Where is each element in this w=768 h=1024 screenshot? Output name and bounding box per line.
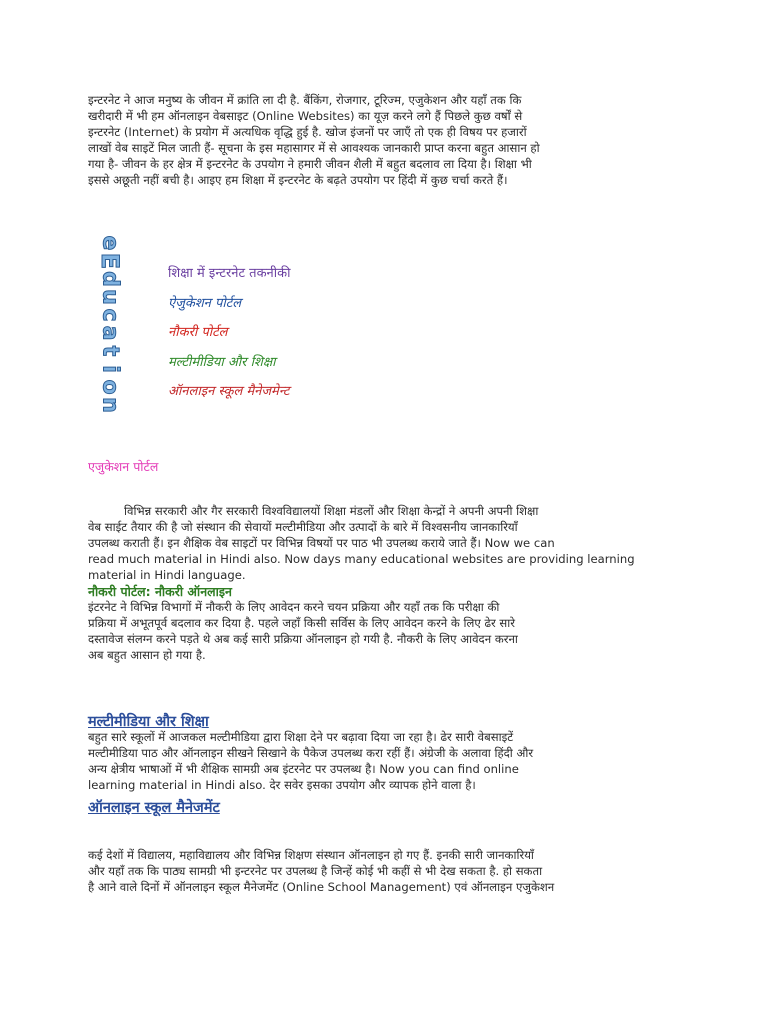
vertical-letter: E (96, 252, 124, 270)
text-line: और यहाँ तक कि पाठ्य सामग्री भी इन्टरनेट पर उपलब्ध है जिन्हें कोई भी कहीं से भी देख सकता है. हो सकता (88, 863, 543, 878)
vertical-letter: u (97, 289, 123, 305)
topic-item-edu-portal: ऐजुकेशन पोर्टल (168, 295, 242, 311)
vertical-letter: i (97, 365, 123, 373)
topic-item-job-portal: नौकरी पोर्टल (168, 325, 228, 340)
vertical-letter: c (97, 308, 123, 322)
text-line: इन्टरनेट ने आज मनुष्य के जीवन में क्रांति ला दी है. बैंकिंग, रोजगार, टूरिज्म, एजुकेशन और यहाँ तक कि (88, 93, 522, 107)
text-line: लाखों वेब साइटें मिल जाती हैं- सूचना के इस महासागर में से आवश्यक जानकारी प्राप्त करना बहुत आसान हो (88, 140, 540, 155)
text-line: प्रक्रिया में अभूतपूर्व बदलाव कर दिया है. पहले जहाँ किसी सर्विस के लिए आवेदन करने के लिए ढेर सारे (88, 615, 516, 630)
text-line: उपलब्ध कराती हैं। इन शैक्षिक वेब साइटों पर विभिन्न विषयों पर पाठ भी उपलब्ध कराये जाते हैं। Now we can (88, 535, 555, 550)
text-line: अन्य क्षेत्रीय भाषाओं में भी शैक्षिक सामग्री अब इंटरनेट पर उपलब्ध है। Now you can find online (88, 761, 519, 776)
topic-item-school-mgmt: ऑनलाइन स्कूल मैनेजमेन्ट (168, 384, 290, 399)
vertical-letter: n (97, 397, 123, 413)
topic-item-internet-tech: शिक्षा में इन्टरनेट तकनीकी (168, 266, 291, 281)
edu-portal-heading: एजुकेशन पोर्टल (88, 459, 159, 474)
text-line: मल्टीमीडिया पाठ और ऑनलाइन सीखने सिखाने के पैकेज उपलब्ध करा रहीं हैं। अंग्रेजी के अलावा हिंदी और (88, 745, 534, 760)
school-mgmt-heading: ऑनलाइन स्कूल मैनेजमेंट (88, 800, 220, 816)
vertical-word-svg (88, 226, 138, 416)
text-line: दस्तावेज संलग्न करने पड़ते थे अब कई सारी प्रक्रिया ऑनलाइन हो गयी है. नौकरी के लिए आवेदन करना (88, 631, 518, 646)
text-line: material in Hindi language. (88, 567, 246, 582)
text-line: learning material in Hindi also. देर सवेर इसका उपयोग और व्यापक होने वाला है। (88, 777, 476, 792)
text-line: है आने वाले दिनों में ऑनलाइन स्कूल मैनेजमेंट (Online School Management) एवं ऑनलाइन एजुकेशन (88, 879, 555, 894)
intro-paragraph (88, 93, 678, 188)
text-line: वेब साईट तैयार की है जो संस्थान की सेवायों मल्टीमीडिया और उत्पादों के बारे में विश्वसनीय जानकारियाँ (88, 519, 518, 534)
text-line: खरीदारी में भी हम ऑनलाइन वेबसाइट (Online Websites) का यूज़ करने लगे हैं पिछले कुछ वर्षों से (88, 108, 523, 123)
job-portal-heading: नौकरी पोर्टल: नौकरी ऑनलाइन (88, 584, 232, 599)
multimedia-paragraph (88, 730, 678, 794)
text-line: कई देशों में विद्यालय, महाविद्यालय और विभिन्न शिक्षण संस्थान ऑनलाइन हो गए हैं. इनकी सारी जानकारियाँ (88, 848, 534, 862)
vertical-letter: e (97, 235, 123, 251)
job-portal-paragraph (88, 600, 678, 664)
text-line: विभिन्न सरकारी और गैर सरकारी विश्वविद्यालयों शिक्षा मंडलों और शिक्षा केन्द्रों ने अपनी अपनी शिक्षा (124, 504, 539, 518)
text-line: अब बहुत आसान हो गया है. (88, 647, 206, 662)
text-line: read much material in Hindi also. Now days many educational websites are providing learning (88, 551, 635, 566)
school-mgmt-paragraph (88, 848, 678, 896)
text-line: गया है- जीवन के हर क्षेत्र में इन्टरनेट के उपयोग ने हमारी जीवन शैली में बहुत बदलाव ला दिया है। शिक्षा भी (88, 156, 532, 171)
vertical-letter: a (97, 325, 123, 341)
edu-portal-paragraph (88, 504, 678, 584)
text-line: बहुत सारे स्कूलों में आजकल मल्टीमीडिया द्वारा शिक्षा देने पर बढ़ावा दिया जा रहा है। ढेर सारी वेबसाइटें (88, 730, 514, 744)
education-vertical-logo (88, 226, 138, 416)
multimedia-heading: मल्टीमीडिया और शिक्षा (88, 714, 209, 730)
text-line: इससे अछूती नहीं बची है। आइए हम शिक्षा में इन्टरनेट के बढ़ते उपयोग पर हिंदी में कुछ चर्चा करते हैं। (88, 172, 508, 187)
topic-list (168, 259, 291, 407)
text-line: इन्टरनेट (Internet) के प्रयोग में अत्यधिक वृद्धि हुई है. खोज इंजनों पर जाएँ तो एक ही विषय पर हजारों (88, 124, 527, 139)
vertical-letter: o (97, 379, 123, 395)
topic-item-multimedia: मल्टीमीडिया और शिक्षा (168, 354, 276, 370)
text-line: इंटरनेट ने विभिन्न विभागों में नौकरी के लिए आवेदन करने चयन प्रक्रिया और यहाँ तक कि परीक्षा की (88, 600, 500, 614)
vertical-letter: d (97, 271, 123, 287)
education-graphic (88, 226, 348, 416)
vertical-letter: t (97, 345, 123, 357)
